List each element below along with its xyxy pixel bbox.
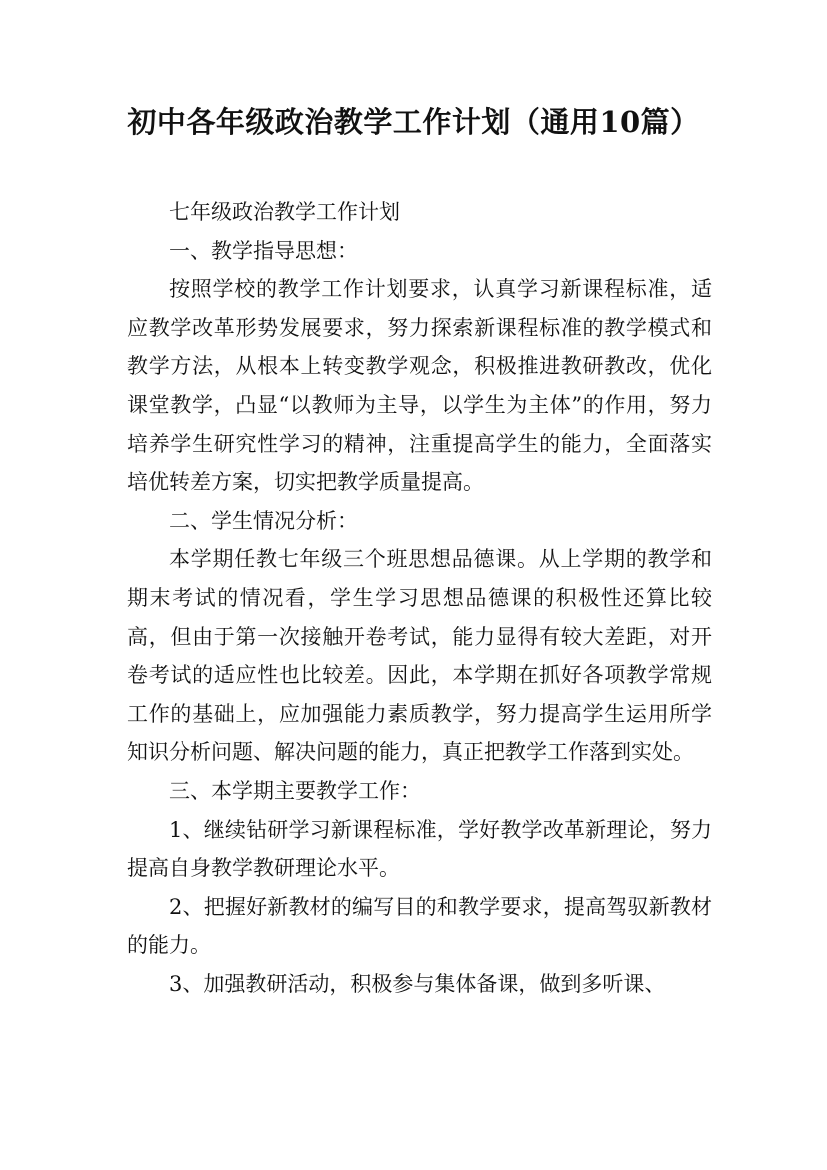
paragraph: 本学期任教七年级三个班思想品德课。从上学期的教学和期末考试的情况看，学生学习思想品德课的积极性还算比较高，但由于第一次接触开卷考试，能力显得有较大差距，对开卷考试的适应性也比较差。因此，本学期在抓好各项教学常规工作的基础上，应加强能力素质教学，努力提高学生运用所学知识分析问题、解决问题的能力，真正把教学工作落到实处。 [127, 547, 712, 765]
list-item: 3、加强教研活动，积极参与集体备课，做到多听课、 [169, 971, 666, 996]
section-heading: 一、教学指导思想： [169, 238, 358, 263]
paragraph: 按照学校的教学工作计划要求，认真学习新课程标准，适应教学改革形势发展要求，努力探索新课程标准的教学模式和教学方法，从根本上转变教学观念，积极推进教研教改，优化课堂教学，凸显“以教师为主导，以学生为主体”的作用，努力培养学生研究性学习的精神，注重提高学生的能力，全面落实培优转差方案，切实把教学质量提高。 [127, 277, 712, 495]
section-heading: 二、学生情况分析： [169, 508, 358, 533]
document-title: 初中各年级政治教学工作计划（通用10篇） [127, 105, 700, 139]
document-body [127, 193, 712, 1003]
section-heading: 七年级政治教学工作计划 [169, 200, 400, 224]
list-item: 1、继续钻研学习新课程标准，学好教学改革新理论，努力提高自身教学教研理论水平。 [127, 817, 712, 881]
list-item: 2、把握好新教材的编写目的和教学要求，提高驾驭新教材的能力。 [127, 894, 712, 958]
section-heading: 三、本学期主要教学工作： [169, 778, 421, 803]
